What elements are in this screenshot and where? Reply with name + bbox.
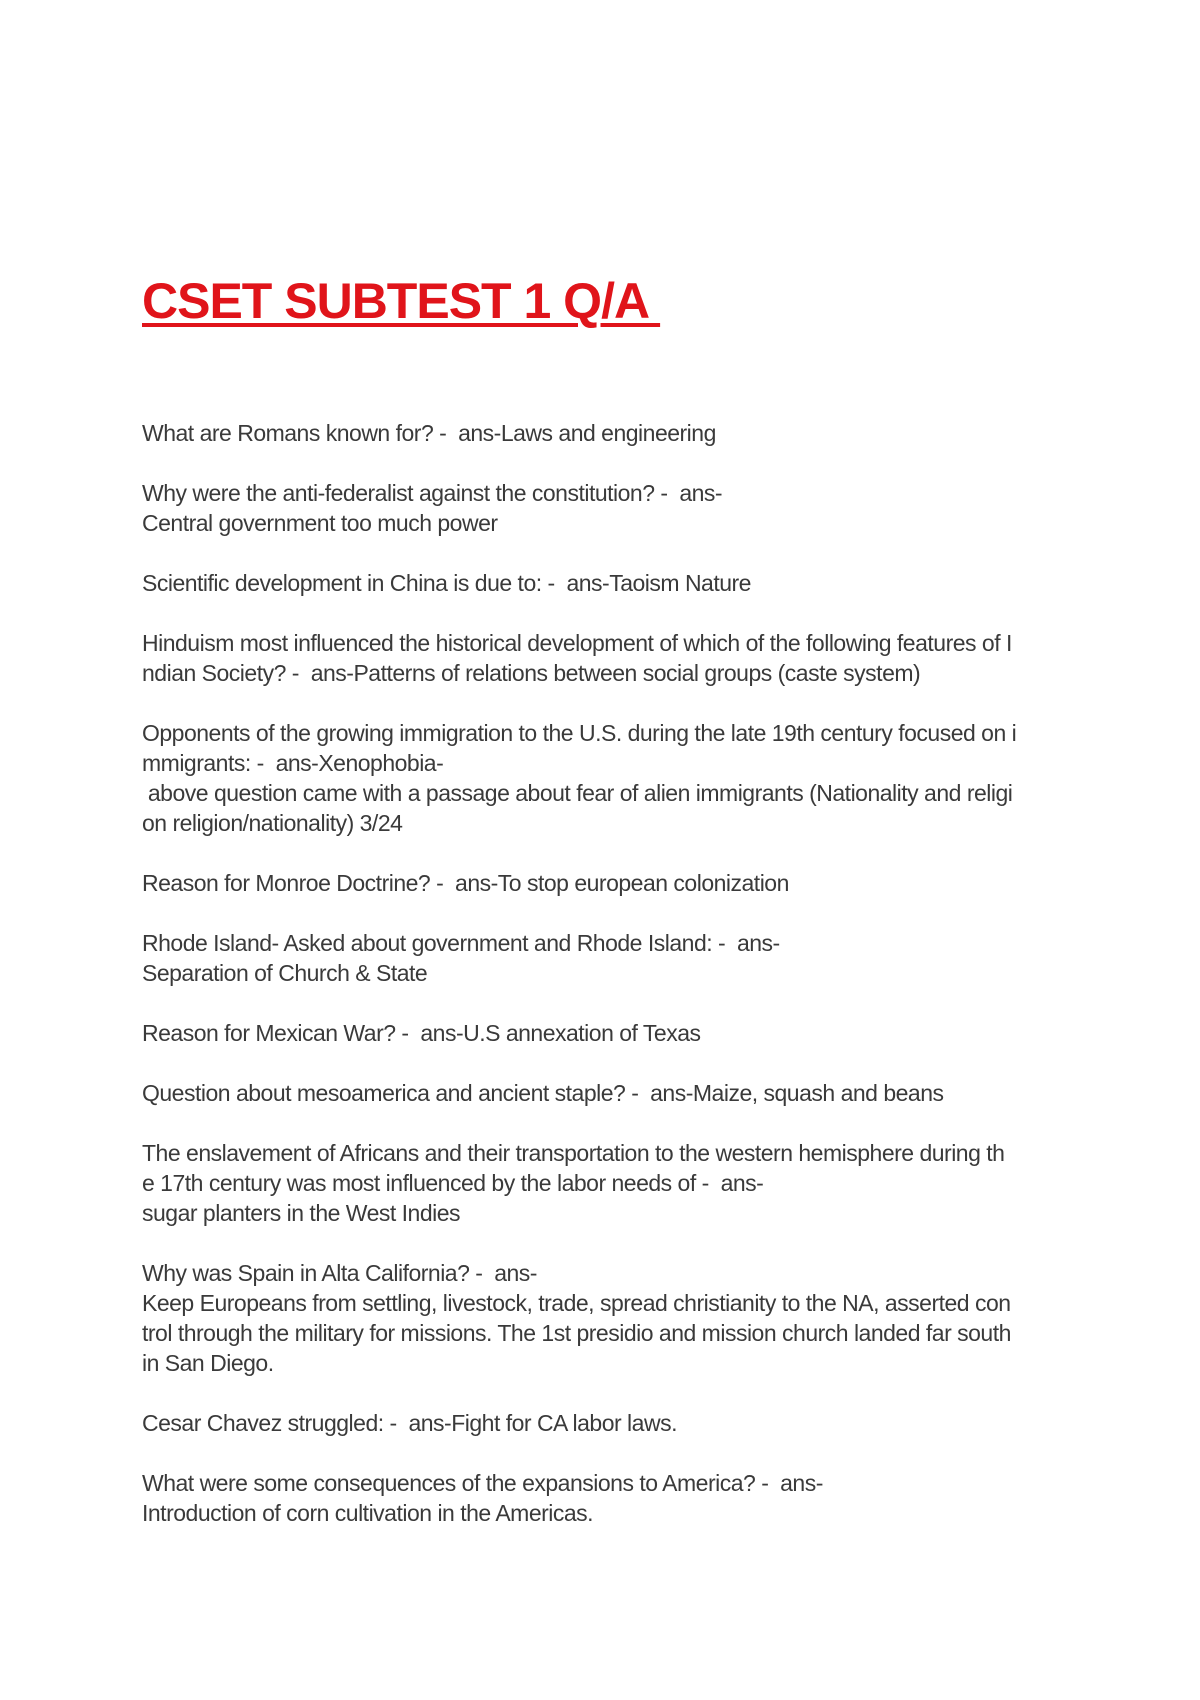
qa-item: Reason for Mexican War? - ans-U.S annexation of Texas [142, 1020, 701, 1046]
qa-item: Why was Spain in Alta California? - ans- Keep Europeans from settling, livestock, trade, spread christianity to the NA, asserted con trol through the military for missions. The 1st presidio and mission church landed far south in San Diego. [142, 1260, 1011, 1376]
qa-item: Rhode Island- Asked about government and Rhode Island: - ans- Separation of Church & State [142, 930, 780, 986]
qa-item: Question about mesoamerica and ancient staple? - ans-Maize, squash and beans [142, 1080, 944, 1106]
qa-item: What were some consequences of the expansions to America? - ans- Introduction of corn cultivation in the Americas. [142, 1470, 823, 1526]
qa-item: Cesar Chavez struggled: - ans-Fight for CA labor laws. [142, 1410, 677, 1436]
qa-item: Reason for Monroe Doctrine? - ans-To stop european colonization [142, 870, 789, 896]
qa-item: Scientific development in China is due to: - ans-Taoism Nature [142, 570, 751, 596]
qa-item: The enslavement of Africans and their transportation to the western hemisphere during th e 17th century was most influenced by the labor needs of - ans- sugar planters in the West Indies [142, 1140, 1005, 1226]
qa-item: Hinduism most influenced the historical development of which of the following features of I ndian Society? - ans-Patterns of relations between social groups (caste system) [142, 630, 1012, 686]
qa-item: Opponents of the growing immigration to the U.S. during the late 19th century focused on i mmigrants: - ans-Xenophobia- above question came with a passage about fear of alien immigrants (Nationality and religi on religion/nationality) 3/24 [142, 720, 1017, 836]
qa-list [142, 418, 1062, 1558]
qa-item: What are Romans known for? - ans-Laws and engineering [142, 420, 716, 446]
qa-item: Why were the anti-federalist against the constitution? - ans- Central government too much power [142, 480, 723, 536]
document-title: CSET SUBTEST 1 Q/A [142, 273, 661, 329]
